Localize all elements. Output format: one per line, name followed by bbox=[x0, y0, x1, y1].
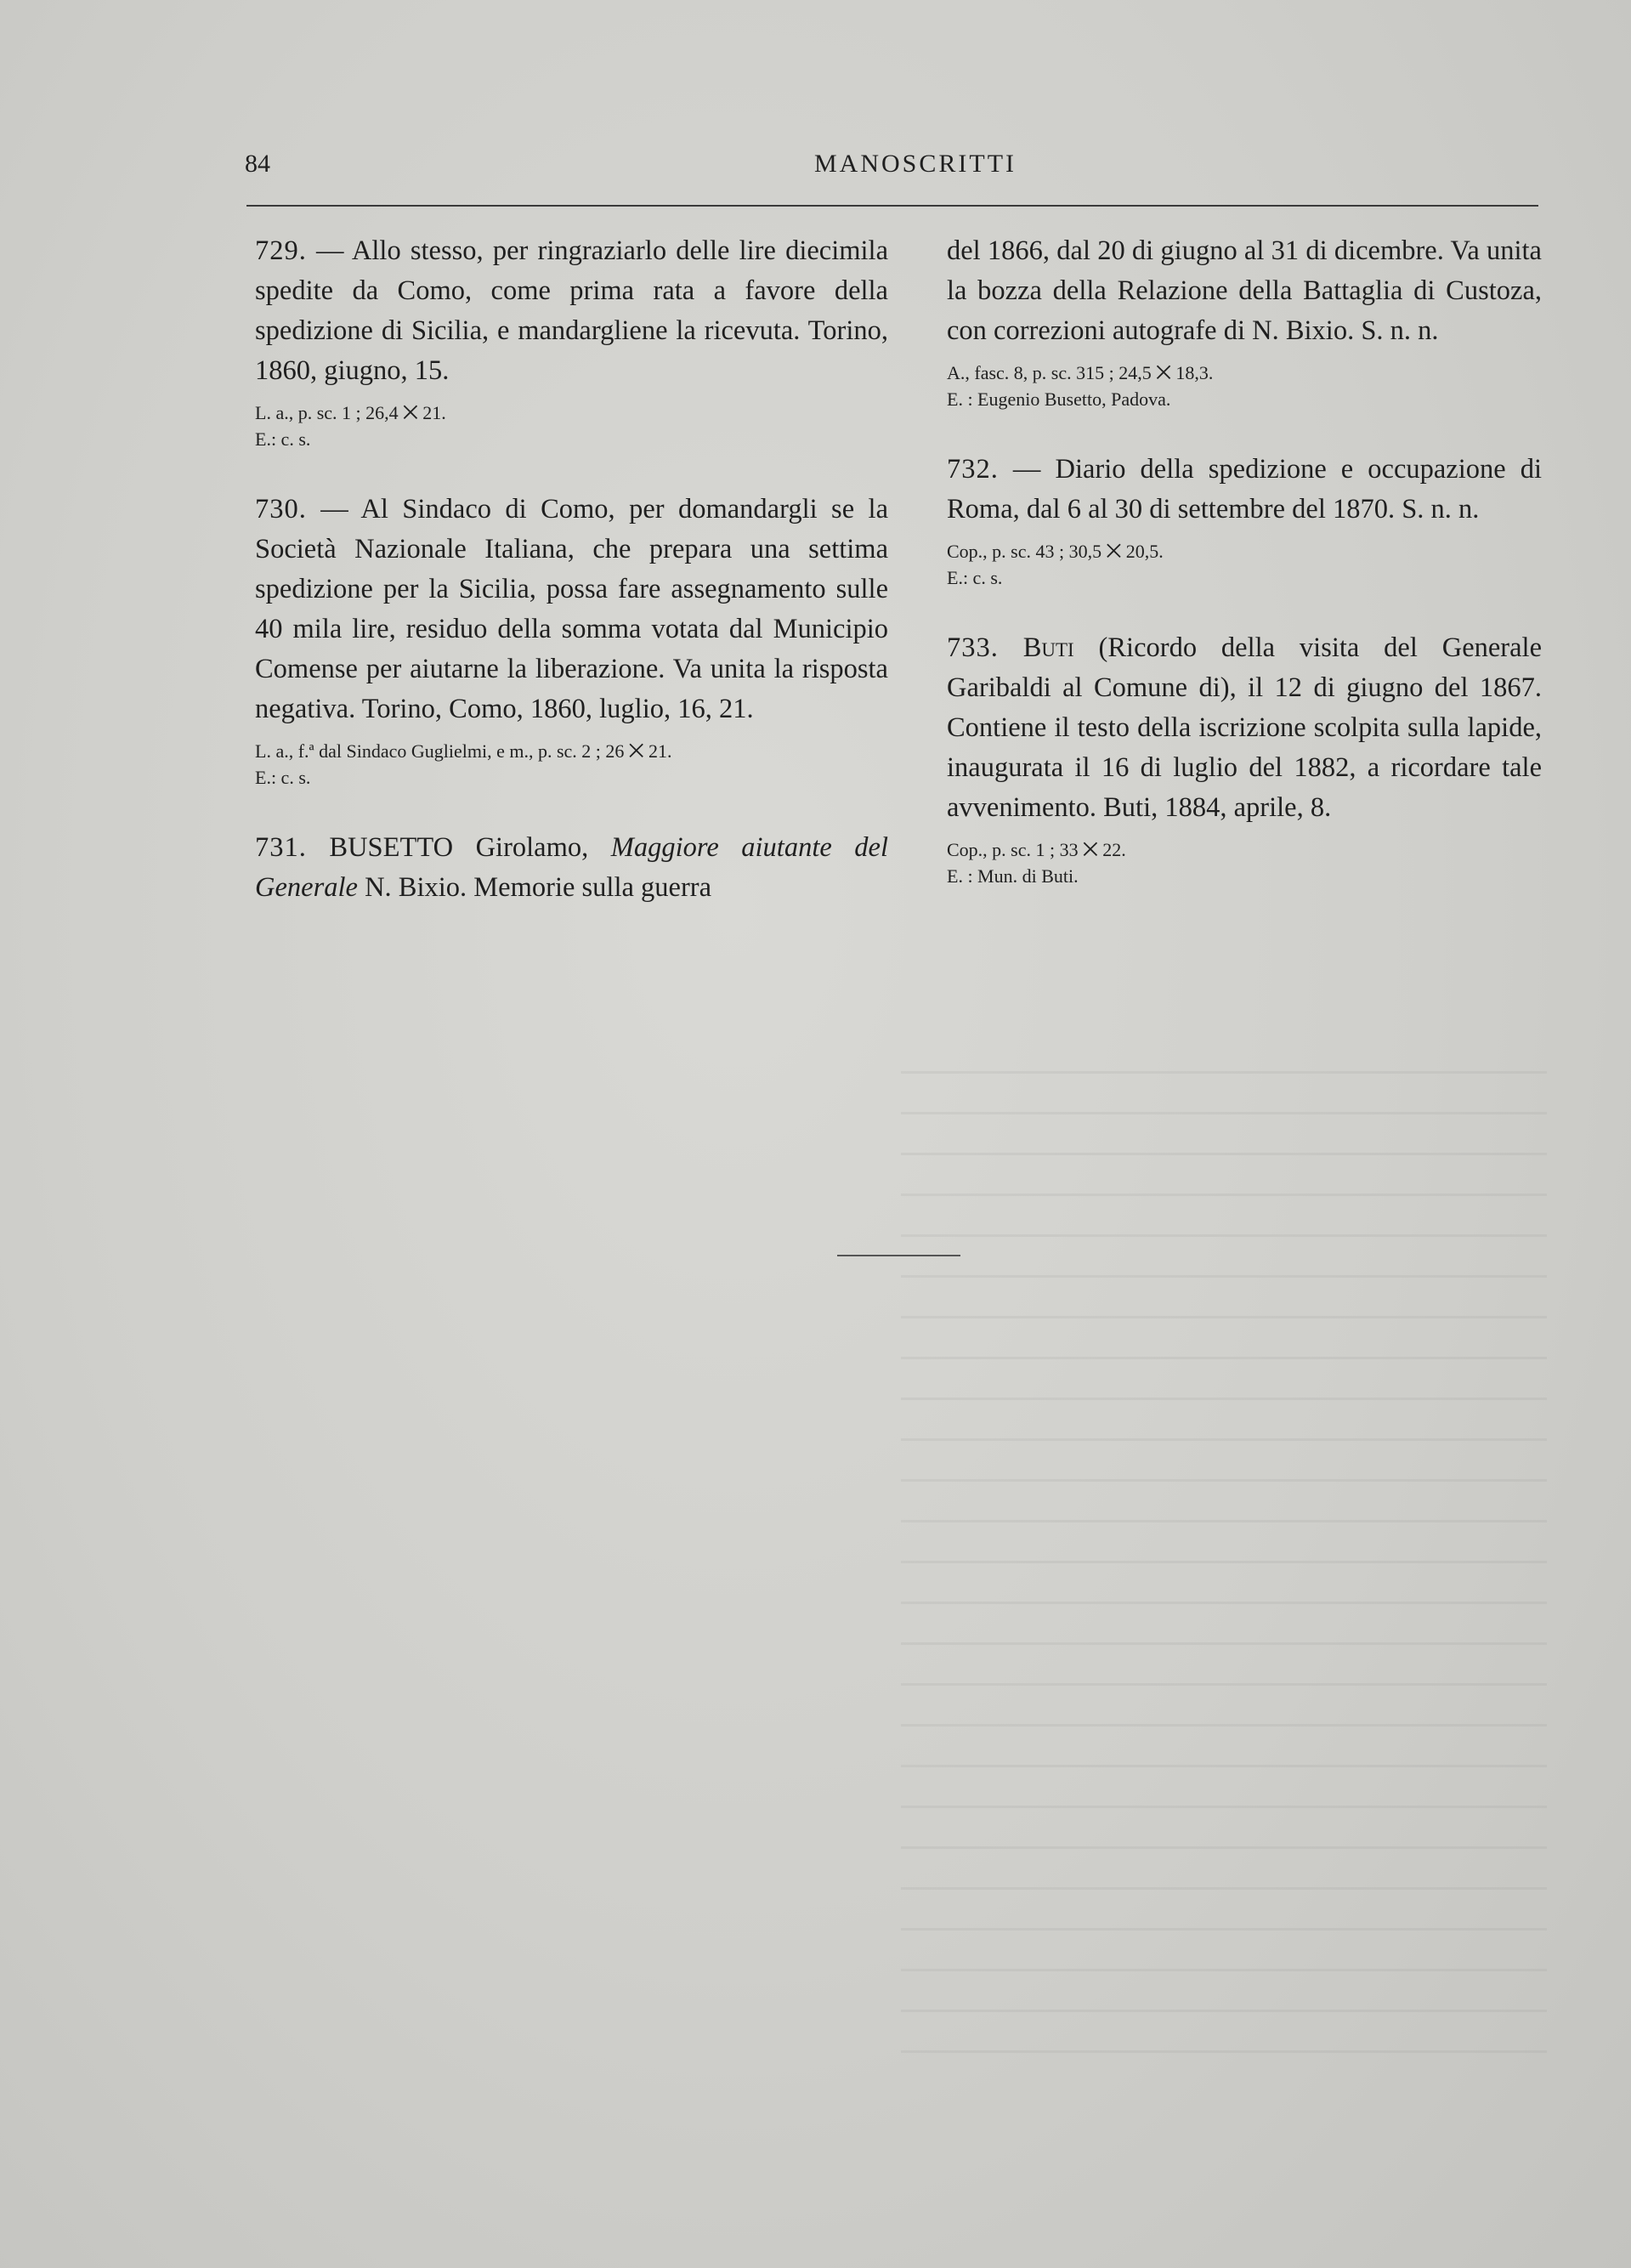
entry-730 bbox=[255, 490, 888, 791]
entry-number: 730. bbox=[255, 494, 307, 524]
entry-note: E.: c. s. bbox=[947, 567, 1003, 588]
entry-author: BUSETTO Girolamo, bbox=[306, 832, 611, 863]
page-number: 84 bbox=[245, 150, 270, 178]
entry-number: 733. bbox=[947, 632, 999, 663]
entry-text: — Allo stesso, per ringraziarlo delle lire diecimila spedite da Como, come prima rata a favore della spedizione di Sicilia, e mandargliene la ricevuta. Torino, 1860, giugno, 15. bbox=[255, 235, 888, 386]
entry-body bbox=[947, 628, 1542, 828]
entry-729 bbox=[255, 231, 888, 452]
header-rule bbox=[246, 205, 1538, 207]
entry-note: E. : Eugenio Busetto, Padova. bbox=[947, 388, 1171, 410]
entry-number: 731. bbox=[255, 832, 307, 863]
entry-body bbox=[255, 231, 888, 391]
entry-body bbox=[255, 490, 888, 729]
entry-text: N. Bixio. Memorie sulla guerra bbox=[357, 872, 712, 903]
entry-note: E.: c. s. bbox=[255, 428, 311, 450]
entry-place-name: Buti bbox=[1022, 632, 1074, 663]
entry-731 bbox=[255, 828, 888, 908]
entry-note: E.: c. s. bbox=[255, 767, 311, 788]
entry-732 bbox=[947, 450, 1542, 591]
entry-note: Cop., p. sc. 43 ; 30,5 ⨉ 20,5. bbox=[947, 541, 1164, 562]
entry-body bbox=[947, 450, 1542, 530]
entry-text: del 1866, dal 20 di giugno al 31 di dicembre. Va unita la bozza della Relazione della Battaglia di Custoza, con correzioni autografe di N. Bixio. S. n. n. bbox=[947, 235, 1542, 346]
entry-text: — Diario della spedizione e occupazione di Roma, dal 6 al 30 di settembre del 1870. S. n. n. bbox=[947, 454, 1542, 524]
entry-731-continued bbox=[947, 231, 1542, 412]
entry-note: L. a., f.ª dal Sindaco Guglielmi, e m., p. sc. 2 ; 26 ⨉ 21. bbox=[255, 740, 672, 762]
entry-text: (Ricordo della visita del Generale Garibaldi al Comune di), il 12 di giugno del 1867. Contiene il testo della iscrizione scolpita sulla lapide, inaugurata il 16 di luglio del 1882, a ricordare tale avvenimento. Buti, 1884, aprile, 8. bbox=[947, 632, 1542, 823]
entry-number: 732. bbox=[947, 454, 999, 485]
entry-author-role: Maggiore aiutante del Generale bbox=[255, 832, 888, 903]
entry-note: Cop., p. sc. 1 ; 33 ⨉ 22. bbox=[947, 839, 1126, 860]
entry-note: L. a., p. sc. 1 ; 26,4 ⨉ 21. bbox=[255, 402, 446, 423]
running-head: MANOSCRITTI bbox=[814, 150, 1017, 178]
entry-body bbox=[255, 828, 888, 908]
section-end-rule bbox=[837, 1255, 960, 1256]
entry-number: 729. bbox=[255, 235, 307, 266]
bleed-through-text bbox=[901, 1071, 1547, 2091]
right-column bbox=[947, 231, 1542, 927]
entry-note: E. : Mun. di Buti. bbox=[947, 865, 1079, 887]
entry-text: — Al Sindaco di Como, per domandargli se la Società Nazionale Italiana, che prepara una settima spedizione per la Sicilia, possa fare assegnamento sulle 40 mila lire, residuo della somma votata dal Municipio Comense per aiutarne la liberazione. Va unita la risposta negativa. Torino, Como, 1860, luglio, 16, 21. bbox=[255, 494, 888, 724]
left-column bbox=[255, 231, 888, 945]
entry-note: A., fasc. 8, p. sc. 315 ; 24,5 ⨉ 18,3. bbox=[947, 362, 1214, 383]
entry-733 bbox=[947, 628, 1542, 889]
